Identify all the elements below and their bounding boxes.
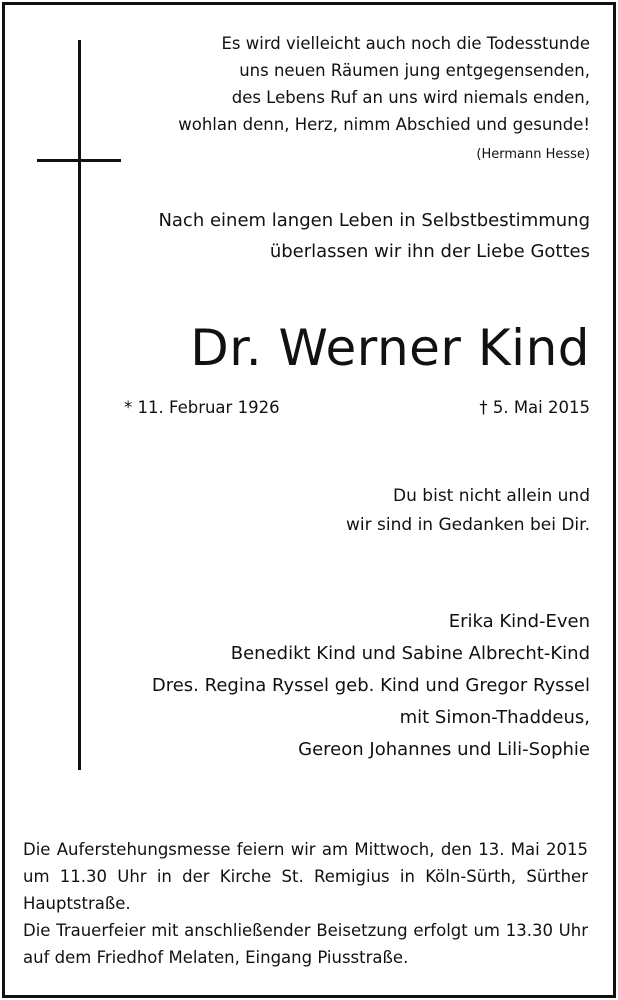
comfort-line: wir sind in Gedanken bei Dir. — [346, 515, 590, 535]
poem-quote — [178, 30, 590, 138]
poem-line: uns neuen Räumen jung entgegensenden, — [239, 61, 590, 80]
cross-vertical-bar — [78, 40, 81, 770]
mourner-line: Gereon Johannes und Lili-Sophie — [298, 739, 590, 760]
mourners-list — [152, 606, 590, 766]
comfort-text — [346, 482, 590, 540]
cross-horizontal-bar — [37, 159, 121, 162]
death-date: † 5. Mai 2015 — [479, 398, 590, 417]
intro-text — [158, 205, 590, 267]
mourner-line: Erika Kind-Even — [448, 611, 590, 632]
intro-line: überlassen wir ihn der Liebe Gottes — [269, 241, 590, 262]
burial-details: Die Trauerfeier mit anschließender Beisetzung erfolgt um 13.30 Uhr auf dem Friedhof Melaten, Eingang Piusstraße. — [23, 921, 588, 967]
poem-line: Es wird vielleicht auch noch die Todesstunde — [221, 34, 590, 53]
poem-author: (Hermann Hesse) — [476, 147, 590, 162]
birth-date: * 11. Februar 1926 — [124, 398, 280, 417]
mourner-line: mit Simon-Thaddeus, — [399, 707, 590, 728]
mourner-line: Benedikt Kind und Sabine Albrecht-Kind — [230, 643, 590, 664]
poem-line: wohlan denn, Herz, nimm Abschied und gesunde! — [178, 115, 590, 134]
deceased-name: Dr. Werner Kind — [190, 319, 590, 377]
comfort-line: Du bist nicht allein und — [393, 486, 590, 506]
service-details — [23, 836, 588, 971]
poem-line: des Lebens Ruf an uns wird niemals enden, — [231, 88, 590, 107]
mass-details: Die Auferstehungsmesse feiern wir am Mittwoch, den 13. Mai 2015 um 11.30 Uhr in der Kirche St. Remigius in Köln-Sürth, Sürther Hauptstraße. — [23, 840, 588, 913]
mourner-line: Dres. Regina Ryssel geb. Kind und Gregor Ryssel — [151, 675, 590, 696]
intro-line: Nach einem langen Leben in Selbstbestimmung — [158, 210, 590, 231]
